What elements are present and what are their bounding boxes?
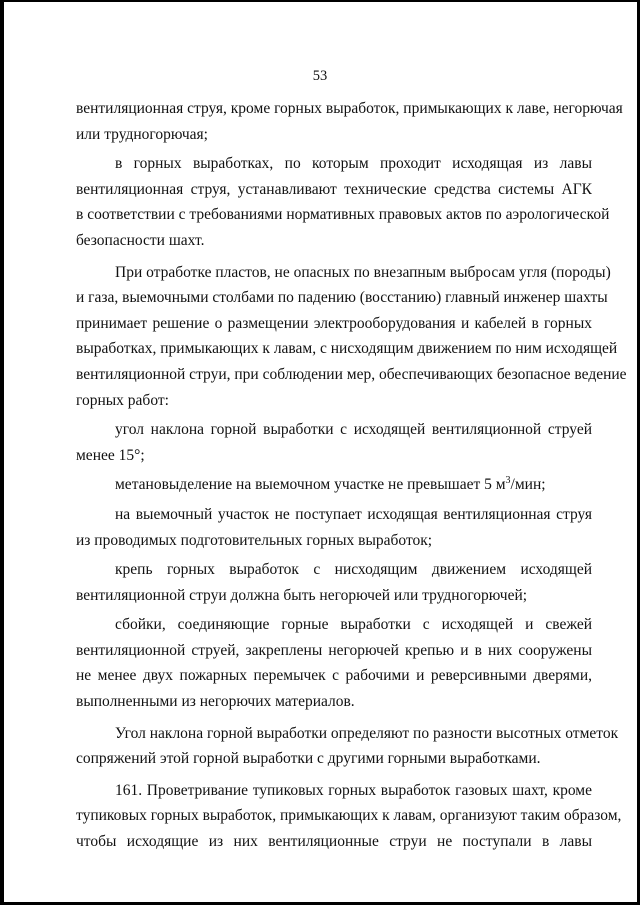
text-line: на выемочный участок не поступает исходящая вентиляционная струя [115, 505, 592, 523]
text-line: сопряжений этой горной выработки с другими горными выработками. [76, 750, 541, 768]
text-line: вентиляционной струи, при соблюдении мер, обеспечивающих безопасное ведение [76, 365, 627, 383]
paragraph [76, 417, 592, 468]
document-body [76, 96, 627, 855]
text-line: в соответствии с требованиями нормативных правовых актов по аэрологической [76, 206, 610, 224]
text-line: не менее двух пожарных перемычек с рабочими и реверсивными дверями, [76, 667, 592, 685]
text-line: 161. Проветривание тупиковых горных выработок газовых шахт, кроме [115, 781, 592, 799]
paragraph [76, 612, 592, 714]
text-line: менее 15°; [76, 446, 145, 464]
text-line: чтобы исходящие из них вентиляционные струи не поступали в лавы [76, 833, 592, 851]
text-line: безопасности шахт. [76, 231, 205, 249]
text-line: и газа, выемочными столбами по падению (восстанию) главный инженер шахты [76, 289, 608, 307]
text-line: из проводимых подготовительных горных выработок; [76, 531, 433, 549]
text-line: выработках, примыкающих к лавам, с нисходящим движением по ним исходящей [76, 340, 618, 358]
paragraph [76, 96, 623, 147]
text-line: вентиляционной струей, закреплены негорючей крепью и в них сооружены [76, 641, 592, 659]
text-line: вентиляционная струя, устанавливают технические средства системы АГК [76, 180, 592, 198]
text-line: сбойки, соединяющие горные выработки с исходящей и свежей [115, 616, 592, 634]
text-segment: /мин; [510, 476, 546, 494]
superscript: 3 [505, 475, 511, 487]
text-line: горных работ: [76, 391, 169, 409]
text-line: крепь горных выработок с нисходящим движением исходящей [115, 561, 592, 579]
text-line: вентиляционная струя, кроме горных выработок, примыкающих к лаве, негорючая [76, 100, 623, 117]
text-line: вентиляционной струи должна быть негорючей или трудногорючей; [76, 586, 528, 604]
text-line: угол наклона горной выработки с исходящей вентиляционной струей [115, 421, 592, 439]
paragraph [76, 472, 592, 498]
paragraph [76, 260, 627, 414]
paragraph [76, 151, 610, 253]
paragraph [76, 778, 622, 855]
page-number: 53 [312, 68, 328, 84]
text-line: или трудногорючая; [76, 125, 208, 143]
text-line: тупиковых горных выработок, примыкающих к лавам, организуют таким образом, [76, 807, 622, 825]
text-line: выполненными из негорючих материалов. [76, 693, 355, 711]
text-segment: метановыделение на выемочном участке не превышает 5 м [115, 476, 506, 494]
paragraph [76, 721, 619, 772]
text-line: принимает решение о размещении электрооборудования и кабелей в горных [76, 314, 592, 332]
text-line: в горных выработках, по которым проходит исходящая из лавы [115, 155, 592, 173]
text-line: Угол наклона горной выработки определяют по разности высотных отметок [115, 724, 619, 742]
text-line: При отработке пластов, не опасных по внезапным выбросам угля (породы) [115, 263, 611, 281]
paragraph [76, 502, 592, 553]
paragraph [76, 557, 592, 608]
text-line [76, 472, 592, 498]
